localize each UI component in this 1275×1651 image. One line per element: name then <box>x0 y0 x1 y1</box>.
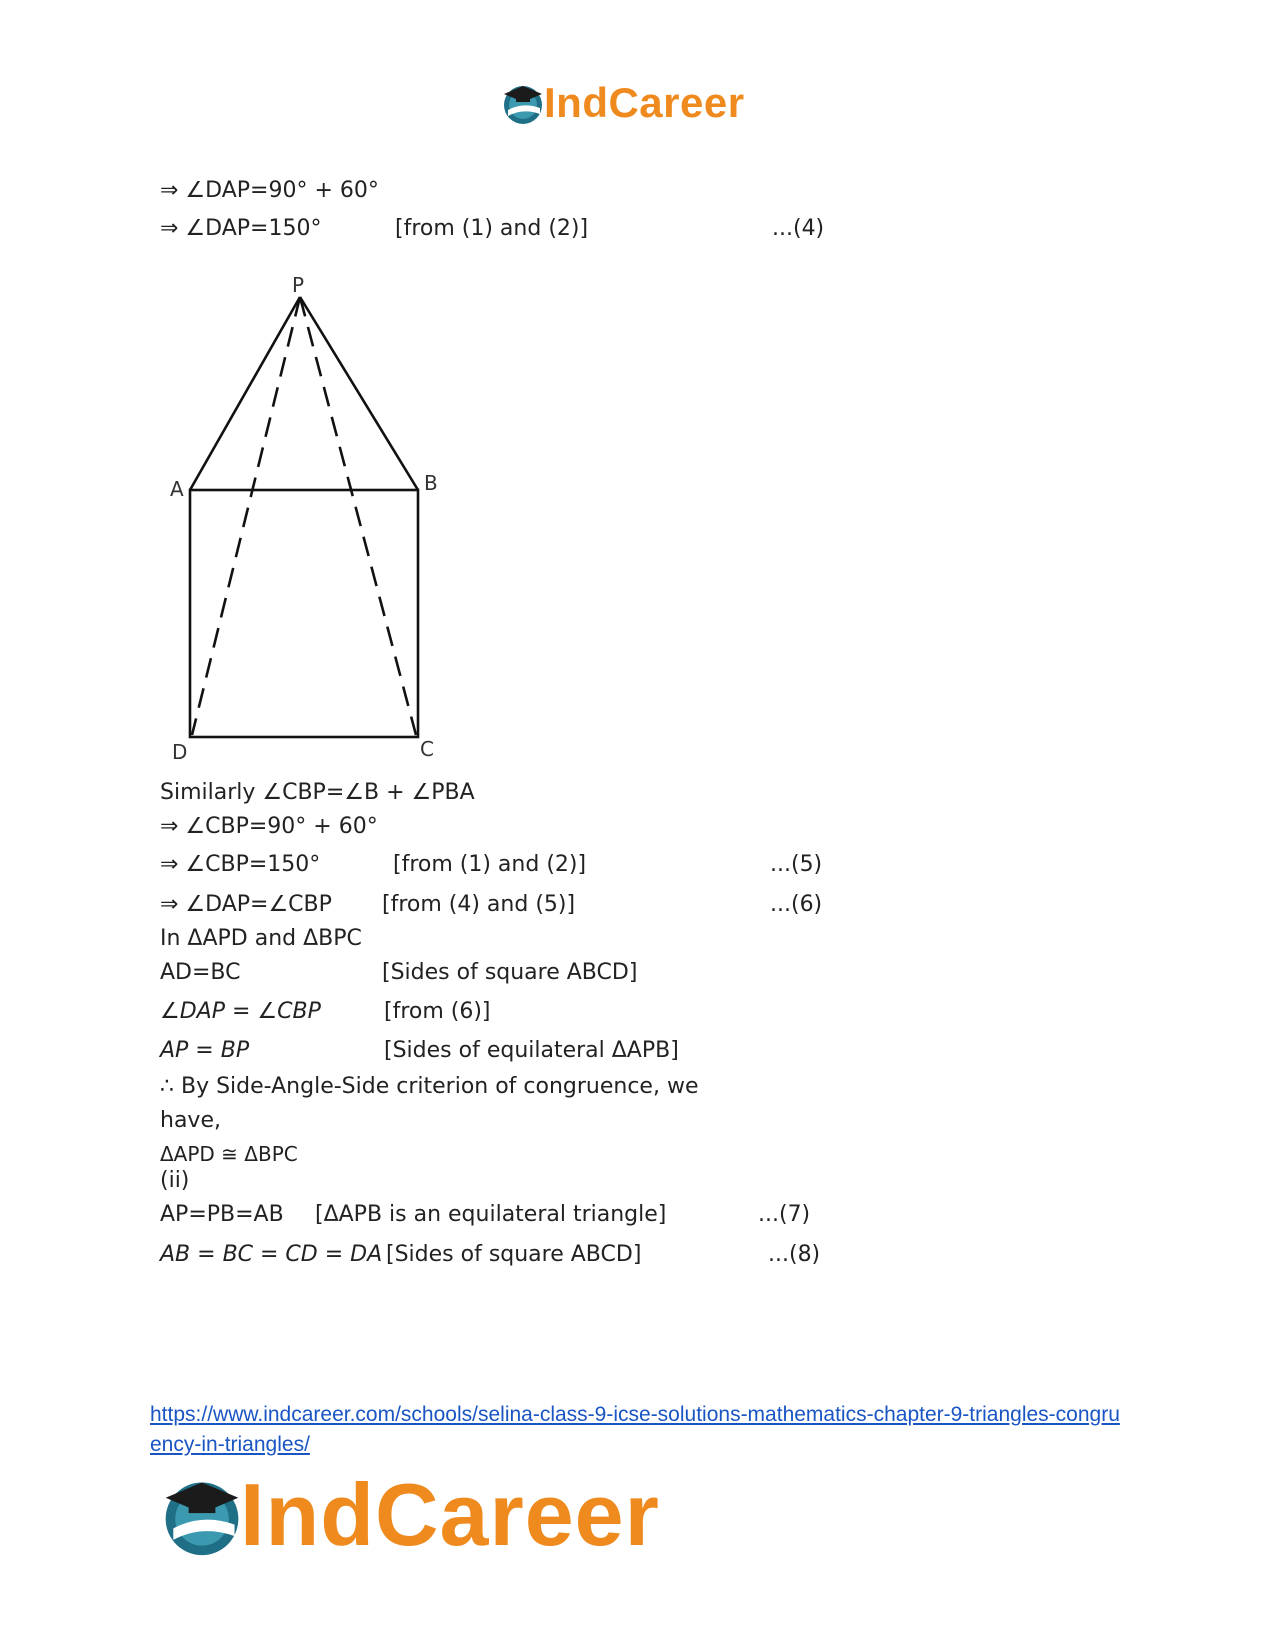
step-line <box>160 1110 221 1132</box>
step-line <box>160 180 379 202</box>
step-expression: AD=BC <box>160 960 241 985</box>
step-tag: ...(7) <box>758 1202 811 1227</box>
step-expression: ∴ By Side-Angle-Side criterion of congruence, we <box>160 1074 699 1099</box>
square-equilateral-triangle-figure <box>160 272 460 772</box>
step-line <box>160 1170 189 1192</box>
vertex-label-c: C <box>420 737 434 761</box>
step-expression: AP=PB=AB <box>160 1202 284 1227</box>
step-reason: [Sides of square ABCD] <box>382 960 638 985</box>
step-line <box>160 1076 698 1098</box>
dashed-segment-pd <box>192 297 300 735</box>
logo-wordmark: IndCareer <box>544 79 745 126</box>
logo-wordmark: IndCareer <box>240 1465 660 1564</box>
step-line <box>160 216 825 241</box>
step-expression: ⇒ ∠CBP=150° <box>160 852 321 877</box>
step-reason: [Sides of square ABCD] <box>386 1242 642 1267</box>
step-line <box>160 1038 679 1063</box>
step-expression: Similarly ∠CBP=∠B + ∠PBA <box>160 780 475 805</box>
segment-pa <box>190 297 300 490</box>
step-tag: ...(4) <box>772 216 825 241</box>
step-line <box>160 816 378 838</box>
dashed-segment-pc <box>300 297 416 735</box>
step-line <box>160 782 475 804</box>
step-expression: ⇒ ∠DAP=∠CBP <box>160 892 332 917</box>
step-line <box>160 999 491 1024</box>
vertex-label-a: A <box>170 477 184 501</box>
graduation-cap-globe-icon <box>158 1471 246 1559</box>
vertex-label-d: D <box>172 740 188 764</box>
step-expression: ΔAPD ≅ ΔBPC <box>160 1142 298 1166</box>
step-line <box>160 852 823 877</box>
source-url-link[interactable]: https://www.indcareer.com/schools/selina-class-9-icse-solutions-mathematics-chapter-9-triangles-congruency-in-triangles/ <box>150 1403 1120 1456</box>
step-reason: [from (6)] <box>384 999 491 1024</box>
step-reason: [from (1) and (2)] <box>395 216 589 241</box>
step-expression: ⇒ ∠DAP=150° <box>160 216 322 241</box>
step-expression: AB = BC = CD = DA <box>160 1242 383 1267</box>
indcareer-logo-top <box>500 78 745 128</box>
step-expression: have, <box>160 1108 221 1133</box>
step-expression: ∠DAP = ∠CBP <box>160 999 321 1024</box>
step-expression: In ΔAPD and ΔBPC <box>160 926 362 951</box>
step-line <box>160 1144 298 1164</box>
step-tag: ...(6) <box>770 892 823 917</box>
step-reason: [Sides of equilateral ΔAPB] <box>384 1038 679 1063</box>
step-line <box>160 928 362 950</box>
vertex-label-p: P <box>292 273 305 297</box>
segment-pb <box>300 297 418 490</box>
step-tag: ...(8) <box>768 1242 821 1267</box>
indcareer-logo-bottom <box>158 1465 660 1564</box>
step-expression: ⇒ ∠CBP=90° + 60° <box>160 814 378 839</box>
step-line <box>160 960 638 985</box>
step-expression: (ii) <box>160 1168 190 1193</box>
vertex-label-b: B <box>424 471 438 495</box>
step-reason: [from (4) and (5)] <box>382 892 576 917</box>
step-reason: [ΔAPB is an equilateral triangle] <box>315 1202 667 1227</box>
step-reason: [from (1) and (2)] <box>393 852 587 877</box>
step-line <box>160 1202 811 1227</box>
step-line <box>160 1242 821 1267</box>
graduation-cap-globe-icon <box>500 80 546 126</box>
step-expression: AP = BP <box>160 1038 250 1063</box>
step-expression: ⇒ ∠DAP=90° + 60° <box>160 178 379 203</box>
step-line <box>160 892 823 917</box>
step-tag: ...(5) <box>770 852 823 877</box>
